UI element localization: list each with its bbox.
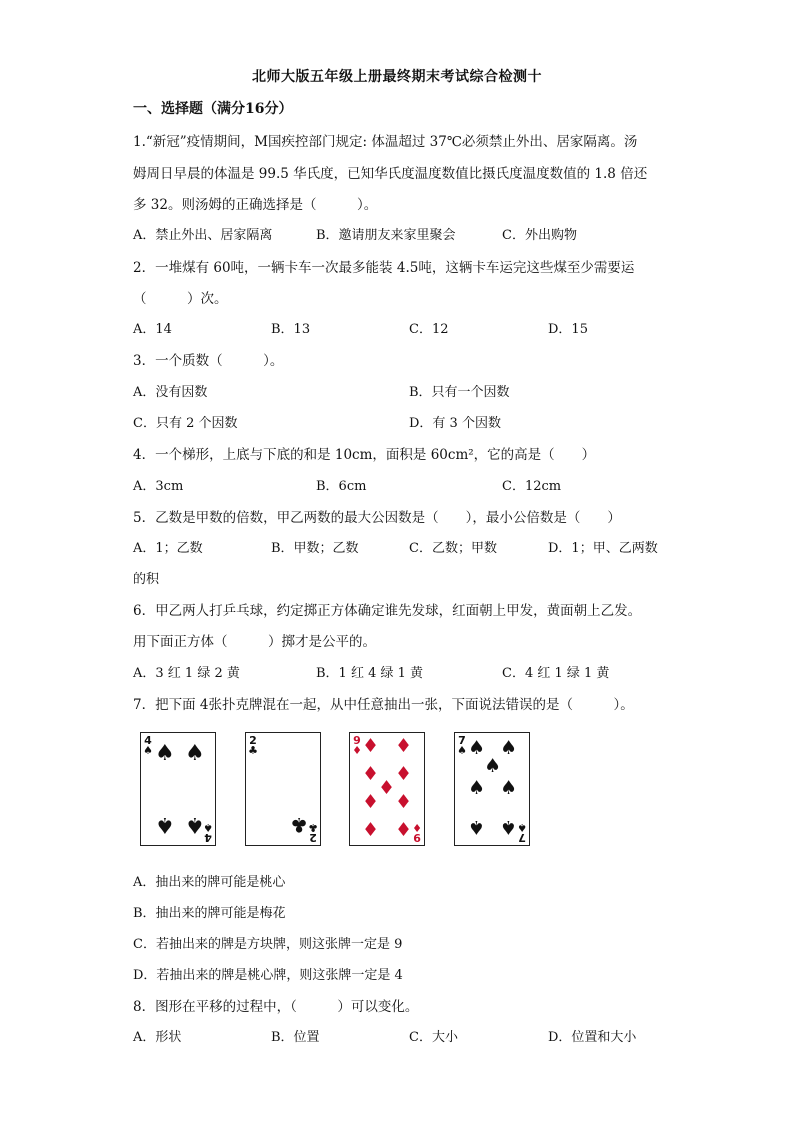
question-5-line-1: 5．乙数是甲数的倍数，甲乙两数的最大公因数是（ ），最小公倍数是（ ） xyxy=(133,510,621,526)
spade-icon: ♠ xyxy=(468,777,486,799)
question-2-line-1: 2．一堆煤有 60吨，一辆卡车一次最多能装 4.5吨，这辆卡车运完这些煤至少需要运 xyxy=(133,260,635,276)
question-2-option-b: B．13 xyxy=(271,322,311,337)
question-3-option-a: A．没有因数 xyxy=(133,385,208,400)
spade-icon: ♠ xyxy=(500,816,518,838)
question-7-option-d: D．若抽出来的牌是桃心牌，则这张牌一定是 4 xyxy=(133,968,403,983)
question-1-option-b: B．邀请朋友来家里聚会 xyxy=(316,228,456,243)
diamond-icon: ♦ xyxy=(395,819,413,841)
question-4-line-1: 4．一个梯形，上底与下底的和是 10cm，面积是 60cm²，它的高是（ ） xyxy=(133,447,596,463)
question-6-option-b: B．1 红 4 绿 1 黄 xyxy=(316,666,424,681)
card-1-corner-bottom: 4 ♠ xyxy=(203,821,213,844)
section-heading: 一、选择题（满分16分） xyxy=(133,101,293,117)
diamond-icon: ♦ xyxy=(362,791,380,813)
question-4-option-b: B．6cm xyxy=(316,479,367,494)
card-1-rank: 4 xyxy=(144,734,152,747)
question-4-option-c: C．12cm xyxy=(502,479,562,494)
question-5-option-b: B．甲数；乙数 xyxy=(271,541,359,556)
question-2-option-c: C．12 xyxy=(409,322,449,337)
question-1-option-a: A．禁止外出、居家隔离 xyxy=(133,228,273,243)
diamond-icon: ♦ xyxy=(395,763,413,785)
playing-card-9-diamonds xyxy=(349,732,425,846)
diamond-icon: ♦ xyxy=(362,735,380,757)
question-1-line-1: 1.“新冠”疫情期间，M国疾控部门规定: 体温超过 37℃必须禁止外出、居家隔离。汤 xyxy=(133,134,638,150)
question-7-option-b: B．抽出来的牌可能是梅花 xyxy=(133,906,286,921)
card-3-corner-top xyxy=(352,736,362,756)
card-3-corner-bottom: 9 ♦ xyxy=(412,821,422,844)
question-3-option-c: C．只有 2 个因数 xyxy=(133,416,238,431)
spade-icon: ♠ xyxy=(185,741,205,766)
playing-card-7-spades xyxy=(454,732,530,846)
question-5-option-d-continued: 的积 xyxy=(133,572,160,587)
question-7-option-a: A．抽出来的牌可能是桃心 xyxy=(133,875,286,890)
spade-icon: ♠ xyxy=(143,744,153,757)
card-2-corner-bottom: 2 ♣ xyxy=(308,821,318,844)
club-icon: ♣ xyxy=(290,813,308,837)
question-4-option-a: A．3cm xyxy=(133,479,184,494)
question-3-line-1: 3．一个质数（ ）。 xyxy=(133,353,284,369)
diamond-icon: ♦ xyxy=(395,791,413,813)
spade-icon: ♠ xyxy=(468,737,486,759)
diamond-icon: ♦ xyxy=(362,763,380,785)
diamond-icon: ♦ xyxy=(352,744,362,757)
question-6-line-1: 6．甲乙两人打乒乓球，约定掷正方体确定谁先发球，红面朝上甲发，黄面朝上乙发。 xyxy=(133,603,642,619)
card-2-rank: 2 xyxy=(249,734,257,747)
question-5-option-c: C．乙数；甲数 xyxy=(409,541,497,556)
spade-icon: ♠ xyxy=(457,744,467,757)
question-5-option-d: D．1；甲、乙两数 xyxy=(548,541,658,556)
spade-icon: ♠ xyxy=(155,812,175,837)
spade-icon: ♠ xyxy=(500,777,518,799)
card-2-corner-top xyxy=(248,736,258,756)
card-4-rank: 7 xyxy=(458,734,466,747)
question-2-line-2: （ ）次。 xyxy=(133,291,228,307)
spade-icon: ♠ xyxy=(484,755,502,777)
question-7-option-c: C．若抽出来的牌是方块牌，则这张牌一定是 9 xyxy=(133,937,403,952)
question-8-option-a: A．形状 xyxy=(133,1030,182,1045)
question-8-option-b: B．位置 xyxy=(271,1030,320,1045)
question-7-line-1: 7．把下面 4张扑克牌混在一起，从中任意抽出一张，下面说法错误的是（ ）。 xyxy=(133,697,634,713)
diamond-icon: ♦ xyxy=(395,735,413,757)
card-3-rank: 9 xyxy=(353,734,361,747)
spade-icon: ♠ xyxy=(500,737,518,759)
card-4-corner-top xyxy=(457,736,467,756)
question-2-option-d: D．15 xyxy=(548,322,588,337)
playing-card-4-spades xyxy=(140,732,216,846)
question-8-option-d: D．位置和大小 xyxy=(548,1030,637,1045)
card-4-corner-bottom: 7 ♠ xyxy=(517,821,527,844)
page-title: 北师大版五年级上册最终期末考试综合检测十 xyxy=(252,69,542,85)
question-1-option-c: C．外出购物 xyxy=(502,228,577,243)
diamond-icon: ♦ xyxy=(378,777,396,799)
question-3-option-b: B．只有一个因数 xyxy=(409,385,510,400)
question-5-option-a: A．1；乙数 xyxy=(133,541,203,556)
club-icon: ♣ xyxy=(248,744,258,757)
question-6-option-c: C．4 红 1 绿 1 黄 xyxy=(502,666,610,681)
question-8-line-1: 8．图形在平移的过程中，（ ）可以变化。 xyxy=(133,999,419,1015)
diamond-icon: ♦ xyxy=(362,819,380,841)
question-1-line-2: 姆周日早晨的体温是 99.5 华氏度，已知华氏度温度数值比摄氏度温度数值的 1.8 倍还 xyxy=(133,166,648,182)
question-6-line-2: 用下面正方体（ ）掷才是公平的。 xyxy=(133,634,376,650)
playing-card-2-clubs xyxy=(245,732,321,846)
spade-icon: ♠ xyxy=(185,812,205,837)
card-1-corner-top xyxy=(143,736,153,756)
spade-icon: ♠ xyxy=(155,741,175,766)
question-2-option-a: A．14 xyxy=(133,322,172,337)
question-6-option-a: A．3 红 1 绿 2 黄 xyxy=(133,666,240,681)
playing-cards xyxy=(140,732,540,848)
question-1-line-3: 多 32。则汤姆的正确选择是（ ）。 xyxy=(133,197,378,213)
question-3-option-d: D．有 3 个因数 xyxy=(409,416,501,431)
question-8-option-c: C．大小 xyxy=(409,1030,458,1045)
spade-icon: ♠ xyxy=(468,816,486,838)
